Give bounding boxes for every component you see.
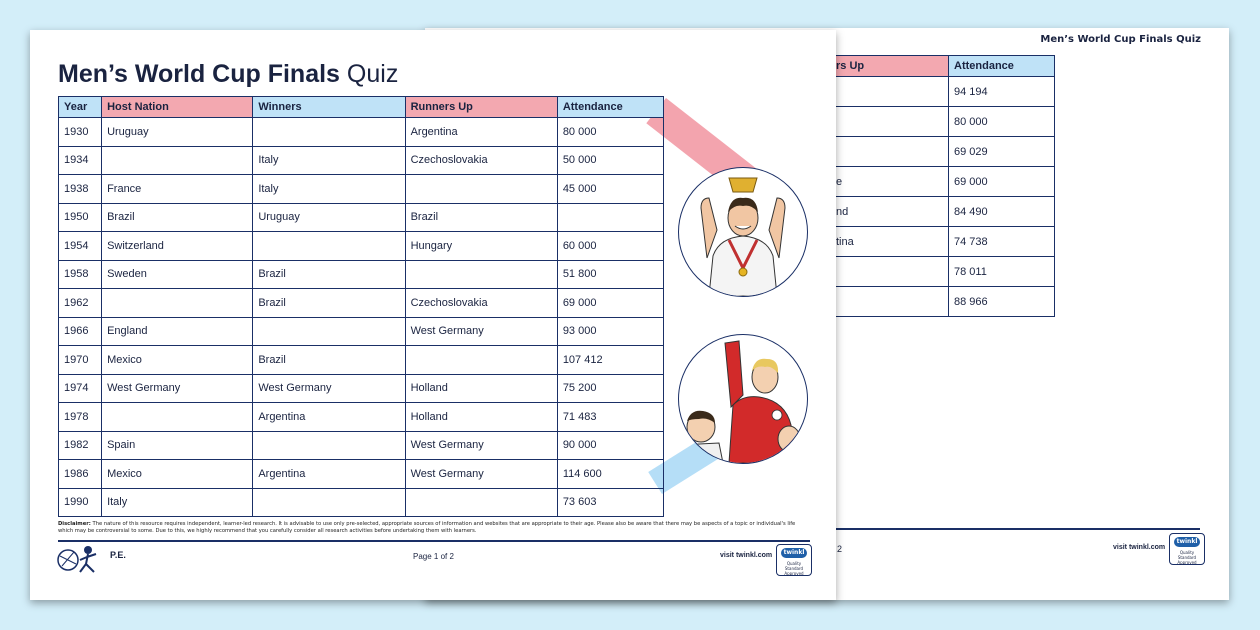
page-title [58,60,398,89]
cell-attendance: 90 000 [557,431,663,460]
cell-attendance: 73 603 [557,488,663,517]
cell-host [102,289,253,318]
cell-runners: Czechoslovakia [405,146,557,175]
back-attendance-table [830,55,1055,317]
back-cell-attendance: 78 011 [949,257,1055,287]
back-footer-rule [830,528,1200,530]
cell-host: Spain [102,431,253,460]
back-table-row [831,77,1055,107]
table-row [59,346,664,375]
cell-host: Brazil [102,203,253,232]
cell-host: Switzerland [102,232,253,261]
cell-host [102,146,253,175]
cell-winners: Argentina [253,403,405,432]
cell-host: West Germany [102,374,253,403]
header-winners: Winners [253,97,405,118]
cell-host: France [102,175,253,204]
table-row [59,431,664,460]
world-cup-table [58,96,664,517]
cell-runners: Brazil [405,203,557,232]
cell-attendance: 45 000 [557,175,663,204]
table-row [59,146,664,175]
cell-year: 1954 [59,232,102,261]
disclaimer [58,521,810,535]
cell-attendance: 107 412 [557,346,663,375]
table-row [59,175,664,204]
cell-attendance: 71 483 [557,403,663,432]
cell-attendance: 114 600 [557,460,663,489]
cell-attendance: 50 000 [557,146,663,175]
table-row [59,118,664,147]
cell-attendance: 69 000 [557,289,663,318]
header-attendance: Attendance [557,97,663,118]
footer-subject: P.E. [110,550,126,560]
cell-year: 1950 [59,203,102,232]
table-row [59,317,664,346]
cell-runners: West Germany [405,317,557,346]
back-cell-attendance: 94 194 [949,77,1055,107]
cell-host: Mexico [102,346,253,375]
cell-host: Sweden [102,260,253,289]
twinkl-badge-text: Quality Standard Approved [784,561,804,576]
cell-host: Italy [102,488,253,517]
cell-winners: Brazil [253,289,405,318]
cell-attendance [557,203,663,232]
cell-host [102,403,253,432]
cell-runners: Hungary [405,232,557,261]
cell-year: 1930 [59,118,102,147]
table-row [59,289,664,318]
cell-winners: Italy [253,146,405,175]
celebration-illustration [678,334,808,464]
back-table-row [831,167,1055,197]
back-cell-attendance: 74 738 [949,227,1055,257]
cell-winners [253,118,405,147]
back-cell-attendance: 69 029 [949,137,1055,167]
cell-host: England [102,317,253,346]
cell-attendance: 60 000 [557,232,663,261]
cell-winners [253,488,405,517]
back-cell-runner: tina [831,227,949,257]
twinkl-logo [776,544,812,576]
cell-year: 1990 [59,488,102,517]
back-table-row [831,227,1055,257]
table-row [59,232,664,261]
celebrating-player-icon [679,335,807,463]
trophy-player-icon [679,168,807,296]
footer-rule [58,540,810,542]
table-row [59,260,664,289]
cell-winners [253,232,405,261]
cell-winners [253,317,405,346]
back-cell-attendance: 88 966 [949,287,1055,317]
cell-host: Mexico [102,460,253,489]
cell-attendance: 75 200 [557,374,663,403]
trophy-player-illustration [678,167,808,297]
back-cell-runner [831,107,949,137]
cell-year: 1974 [59,374,102,403]
twinkl-badge-text: Quality Standard Approved [1177,550,1197,565]
cell-year: 1962 [59,289,102,318]
cell-runners: West Germany [405,431,557,460]
back-page-title: Men’s World Cup Finals Quiz [1040,34,1201,45]
back-table-row [831,197,1055,227]
worksheet-page-1 [30,30,836,600]
cell-winners: Argentina [253,460,405,489]
table-row [59,460,664,489]
back-header-attendance: Attendance [949,56,1055,77]
table-row [59,403,664,432]
back-table-row [831,107,1055,137]
back-site-link[interactable]: visit twinkl.com [1113,544,1166,551]
back-table-row [831,257,1055,287]
disclaimer-text: The nature of this resource requires independent, learner-led research. It is advisable to use only pre-selected, appropriate sources of information and websites that are appropriate to their age. Please also be aware that there may be aspects of a topic or individual's life which may be controversial to some. Due to this, we highly recommend that you carefully consider all research activities before undertaking them with learners. [58,521,796,534]
back-table-row [831,287,1055,317]
cell-host: Uruguay [102,118,253,147]
cell-attendance: 51 800 [557,260,663,289]
back-cell-runner: nd [831,197,949,227]
footer-site-link[interactable]: visit twinkl.com [720,552,773,559]
cell-runners: Argentina [405,118,557,147]
back-twinkl-logo [1169,533,1205,565]
back-cell-runner [831,137,949,167]
cell-winners [253,431,405,460]
cell-winners: Italy [253,175,405,204]
cell-attendance: 93 000 [557,317,663,346]
cell-runners [405,488,557,517]
back-cell-attendance: 84 490 [949,197,1055,227]
cell-year: 1966 [59,317,102,346]
cell-runners: West Germany [405,460,557,489]
back-page-number: 2 [837,544,843,554]
header-runners-up: Runners Up [405,97,557,118]
back-cell-runner [831,257,949,287]
cell-runners: Czechoslovakia [405,289,557,318]
disclaimer-label: Disclaimer: [58,521,91,527]
cell-runners: Holland [405,374,557,403]
cell-runners [405,346,557,375]
cell-runners: Holland [405,403,557,432]
table-row [59,374,664,403]
header-host-nation: Host Nation [102,97,253,118]
cell-year: 1934 [59,146,102,175]
back-cell-runner [831,287,949,317]
cell-year: 1986 [59,460,102,489]
back-cell-attendance: 69 000 [949,167,1055,197]
back-cell-runner [831,77,949,107]
cell-year: 1982 [59,431,102,460]
table-row [59,203,664,232]
back-cell-runner: e [831,167,949,197]
back-cell-attendance: 80 000 [949,107,1055,137]
twinkl-brand: twinkl [781,548,807,558]
title-light: Quiz [346,60,399,88]
table-row [59,488,664,517]
pe-sports-icon [56,542,102,574]
cell-year: 1938 [59,175,102,204]
cell-winners: Uruguay [253,203,405,232]
header-year: Year [59,97,102,118]
cell-attendance: 80 000 [557,118,663,147]
title-bold: Men’s World Cup Finals [58,60,340,88]
cell-year: 1978 [59,403,102,432]
cell-winners: West Germany [253,374,405,403]
back-header-runners: rs Up [831,56,949,77]
footer-page-number: Page 1 of 2 [413,552,454,561]
cell-year: 1970 [59,346,102,375]
cell-year: 1958 [59,260,102,289]
twinkl-brand: twinkl [1174,537,1200,547]
cell-runners [405,175,557,204]
back-table-row [831,137,1055,167]
cell-runners [405,260,557,289]
cell-winners: Brazil [253,260,405,289]
cell-winners: Brazil [253,346,405,375]
